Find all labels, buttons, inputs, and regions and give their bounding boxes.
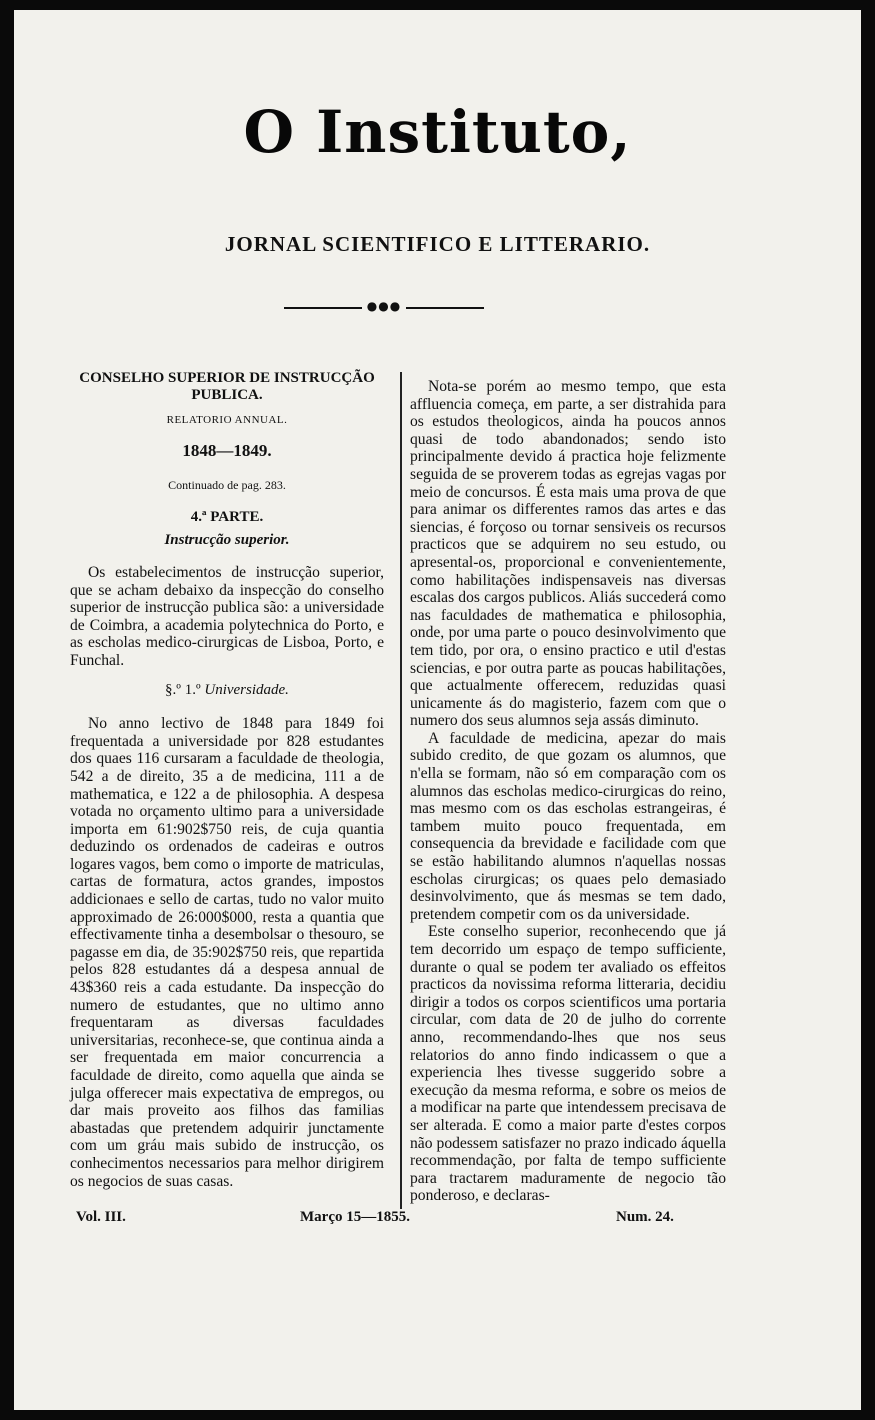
- masthead-title: O Instituto,: [243, 98, 632, 166]
- journal-subtitle: JORNAL SCIENTIFICO E LITTERARIO.: [224, 232, 651, 256]
- right-column: [410, 378, 726, 1205]
- left-column: [70, 370, 384, 1190]
- part-heading: 4.ª PARTE.: [190, 508, 264, 525]
- paragraph: Os estabelecimentos de instrucção superior, que se acham debaixo da inspecção do conselho superior de instrucção publica são: a universidade de Coimbra, a academia polytechnica do Porto, e as escholas medico-cirurgicas de Lisboa, Porto, e Funchal.: [70, 563, 384, 669]
- newspaper-page: [14, 10, 861, 1410]
- section-number: §.º 1.º: [165, 681, 201, 698]
- council-heading: CONSELHO SUPERIOR DE INSTRUCÇÃO PUBLICA.: [79, 370, 375, 403]
- paragraph: Nota-se porém ao mesmo tempo, que esta affluencia começa, em parte, a ser distrahida para os estudos theologicos, ainda ha poucos annos quasi de todo abandonados; sendo isto principalmente devido á practica hoje felizmente seguida de se proverem todas as egrejas vagas por meio de concursos. É esta mais uma prova de que para animar os differentes ramos das artes e das siencias, é forçoso ou tornar sensiveis os recursos practicos que se adquirem no seu estudo, ou apresental-os, proporcional e convenientemente, como habilitações indispensaveis nas diversas escalas dos cargos publicos. Aliás succederá como nas faculdades de mathematica e philosophia, onde, por uma parte o pouco desinvolvimento que tem tido, por ora, o ensino practico e util d'estas sciencias, e por outra parte as poucas habilitações, que actualmente offerecem, reduzidas quasi unicamente ás do magisterio, fazem com que o numero dos seus alumnos seja assás diminuto.: [410, 378, 726, 730]
- footer-volume: Vol. III.: [76, 1209, 126, 1225]
- paragraph: Este conselho superior, reconhecendo que já tem decorrido um espaço de tempo sufficiente, durante o qual se podem ter avaliado os effeitos practicos da novissima reforma litteraria, decidiu dirigir a todos os corpos scientificos uma portaria circular, com data de 20 de julho do corrente anno, recommendando-lhes que nos seus relatorios do anno findo indicassem o que a experiencia lhes tivesse suggerido sobre a execução da mesma reforma, e sobre os meios de a modificar na parte que intendessem precisava de ser alterada. E como a maior parte d'estes corpos não podessem satisfazer no prazo indicado áquella recommendação, por falta de tempo sufficiente para tractarem maduramente de negocio tão ponderoso, e declaras-: [410, 923, 726, 1205]
- report-heading: RELATORIO ANNUAL.: [166, 414, 288, 426]
- footer-number: Num. 24.: [616, 1209, 674, 1225]
- section-heading: [70, 682, 384, 700]
- years-heading: 1848—1849.: [182, 440, 272, 460]
- section-title: Universidade.: [204, 681, 289, 698]
- paragraph: A faculdade de medicina, apezar do mais subido credito, de que gozam os alumnos, que n'ella se formam, não só em comparação com os alumnos das escholas medico-cirurgicas do reino, mas mesmo com os das escholas estrangeiras, é tambem muito pouco frequentada, em consequencia da brevidade e facilidade com que se estão habilitando alumnos n'aquellas nossas escholas cirurgicas; os quaes pelo demasiado desinvolvimento, que ás mesmas se tem dado, pretendem competir com os da universidade.: [410, 729, 726, 923]
- footer-date: Março 15—1855.: [300, 1209, 410, 1225]
- paragraph: No anno lectivo de 1848 para 1849 foi frequentada a universidade por 828 estudantes dos quaes 116 cursaram a faculdade de theologia, 542 a de direito, 35 a de medicina, 111 a de mathematica, e 122 a de philosophia. A despesa votada no orçamento ultimo para a universidade importa em 61:902$750 reis, de cuja quantia deduzindo os ordenados de cadeiras e outros logares vagos, bem como o importe de matriculas, cartas de formatura, actos grandes, impostos addicionaes e sello de cartas, tudo no valor muito approximado de 26:000$000, resta a quantia que effectivamente tinha a desembolsar o thesouro, se pagasse em dia, de 35:902$750 reis, que repartida pelos 828 estudantes dá a despesa annual de 43$360 reis a cada estudante. Da inspecção do numero de estudantes, que no ultimo anno frequentaram as diversas faculdades universitarias, reconhece-se, que continua ainda a ser frequentada em maior concurrencia a faculdade de direito, como aquella que ainda se julga offerecer mais expectativa de empregos, ou dar mais proveito aos filhos das familias abastadas que pretendem adquirir junctamente com um gráu mais subido de instrucção, os conhecimentos necessarios para melhor dirigirem os negocios de suas casas.: [70, 715, 384, 1190]
- part-subheading: Instrucção superior.: [164, 532, 290, 549]
- continued-note: Continuado de pag. 283.: [168, 478, 286, 493]
- column-divider: [400, 372, 402, 1209]
- ornament-dots: ●●●: [362, 299, 406, 313]
- ornament-divider: [284, 299, 484, 313]
